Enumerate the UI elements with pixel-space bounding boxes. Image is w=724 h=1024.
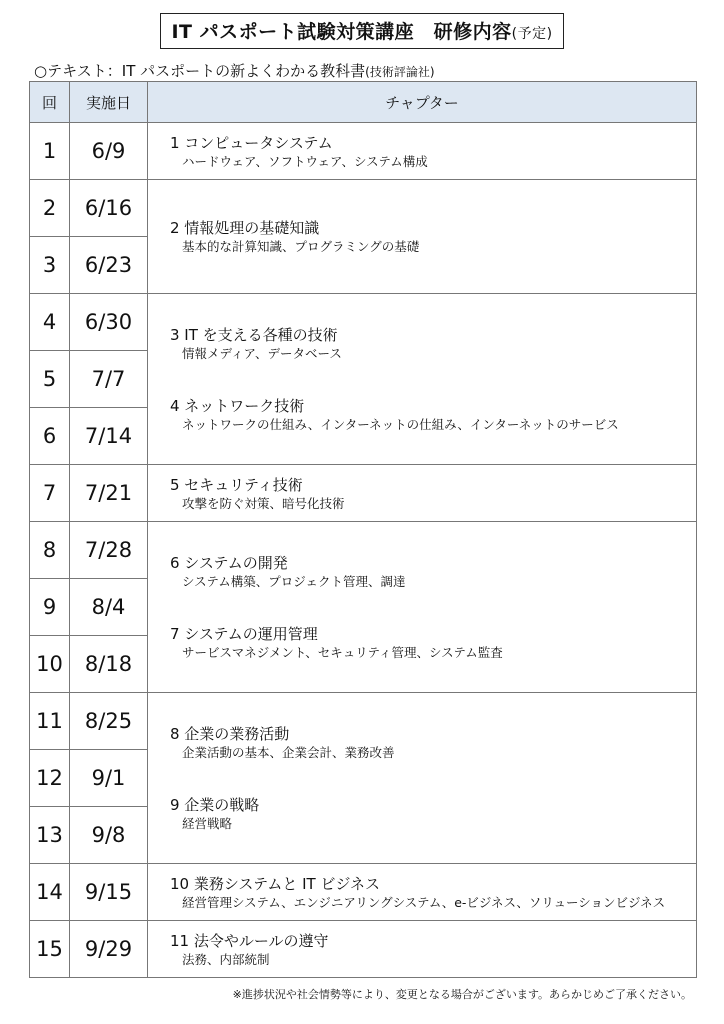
session-date: 6/23 [70,237,148,294]
schedule-table [29,81,697,978]
session-num: 10 [30,636,70,693]
chapter-cell [148,465,697,522]
session-date: 8/4 [70,579,148,636]
chapter-topics: 攻撃を防ぐ対策、暗号化技術 [182,495,345,511]
chapter-topics: 基本的な計算知識、プログラミングの基礎 [182,239,420,254]
session-date: 9/15 [70,864,148,921]
session-date: 6/30 [70,294,148,351]
chapter-block [170,133,696,170]
session-num: 1 [30,123,70,180]
chapter-title: 7 システムの運用管理 [170,625,318,643]
session-num: 14 [30,864,70,921]
chapter-block [170,475,696,512]
session-date: 7/14 [70,408,148,465]
session-date: 8/25 [70,693,148,750]
session-num: 9 [30,579,70,636]
session-num: 5 [30,351,70,408]
chapter-block [170,218,696,255]
header-num: 回 [30,82,70,123]
chapter-cell [148,693,697,864]
session-num: 2 [30,180,70,237]
chapter-block [170,624,696,661]
session-date: 6/9 [70,123,148,180]
table-row [30,522,697,579]
chapter-title: 6 システムの開発 [170,554,288,572]
session-date: 6/16 [70,180,148,237]
chapter-block [170,724,696,761]
chapter-title: 5 セキュリティ技術 [170,475,303,494]
chapter-title: 2 情報処理の基礎知識 [170,219,320,237]
session-date: 7/28 [70,522,148,579]
chapter-topics: ハードウェア、ソフトウェア、システム構成 [182,153,428,169]
session-num: 15 [30,921,70,978]
chapter-topics: ネットワークの仕組み、インターネットの仕組み、インターネットのサービス [182,417,619,432]
session-date: 8/18 [70,636,148,693]
chapter-block [170,931,696,968]
session-date: 9/1 [70,750,148,807]
chapter-topics: システム構築、プロジェクト管理、調達 [182,574,406,589]
chapter-title: 11 法令やルールの遵守 [170,931,329,950]
session-num: 13 [30,807,70,864]
chapter-block [170,553,696,590]
chapter-title: 3 IT を支える各種の技術 [170,326,338,344]
page-title [160,13,563,49]
table-row [30,465,697,522]
chapter-cell [148,522,697,693]
textbook-line [34,60,435,81]
footnote: ※進捗状況や社会情勢等により、変更となる場合がございます。あらかじめご了承ください。 [232,988,692,1001]
chapter-cell [148,180,697,294]
chapter-topics: 情報メディア、データベース [182,346,342,361]
chapter-cell [148,864,697,921]
chapter-title: 4 ネットワーク技術 [170,397,305,415]
session-num: 11 [30,693,70,750]
chapter-title: 8 企業の業務活動 [170,725,290,743]
chapter-block [170,396,696,433]
chapter-topics: 経営管理システム、エンジニアリングシステム、e-ビジネス、ソリューションビジネス [182,894,666,910]
session-num: 12 [30,750,70,807]
title-text: IT パスポート試験対策講座 研修内容 [171,21,512,43]
chapter-cell [148,123,697,180]
chapter-topics: サービスマネジメント、セキュリティ管理、システム監査 [182,645,503,660]
header-date: 実施日 [70,82,148,123]
chapter-topics: 企業活動の基本、企業会計、業務改善 [182,745,395,760]
table-row [30,123,697,180]
session-num: 3 [30,237,70,294]
chapter-topics: 経営戦略 [182,816,233,831]
table-row [30,864,697,921]
title-note: (予定) [511,26,553,42]
chapter-cell [148,294,697,465]
session-num: 4 [30,294,70,351]
chapter-block [170,325,696,362]
chapter-block [170,874,696,911]
chapter-topics: 法務、内部統制 [182,951,270,967]
textbook-label: ○テキスト：IT パスポートの新よくわかる教科書 [34,62,366,80]
header-row [30,82,697,123]
table-row [30,921,697,978]
session-date: 9/29 [70,921,148,978]
chapter-cell [148,921,697,978]
session-date: 9/8 [70,807,148,864]
header-chapter: チャプター [148,82,697,123]
session-date: 7/21 [70,465,148,522]
table-row [30,693,697,750]
session-date: 7/7 [70,351,148,408]
chapter-title: 10 業務システムと IT ビジネス [170,874,381,893]
session-num: 6 [30,408,70,465]
session-num: 8 [30,522,70,579]
textbook-publisher: (技術評論社) [365,65,435,79]
chapter-block [170,795,696,832]
chapter-title: 1 コンピュータシステム [170,133,333,152]
table-row [30,180,697,237]
session-num: 7 [30,465,70,522]
chapter-title: 9 企業の戦略 [170,796,260,814]
table-row [30,294,697,351]
title-wrap [0,13,724,49]
